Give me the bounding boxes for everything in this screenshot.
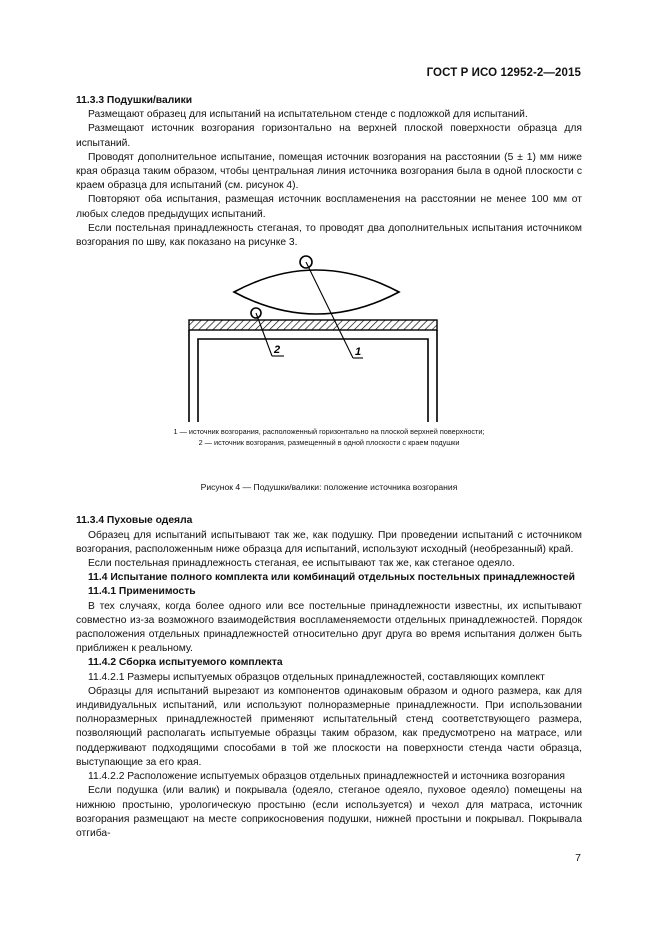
- paragraph: Размещают образец для испытаний на испытательном стенде с подложкой для испытаний.: [88, 109, 528, 121]
- figure-4: [76, 254, 582, 464]
- paragraph: Повторяют оба испытания, размещая источник воспламенения на расстоянии не менее 100 мм от любых следов предыдущих испытаний.: [76, 194, 582, 220]
- subsection-title-11-4-2-1: 11.4.2.1 Размеры испытуемых образцов отдельных принадлежностей, составляющих комплект: [88, 671, 545, 683]
- paragraph: Образец для испытаний испытывают так же, как подушку. При проведении испытаний с источником возгорания, расположенным ниже образца для испытаний, используют исходный (необрезанный) край.: [76, 529, 582, 555]
- legend-item-2: 2 — источник возгорания, размещенный в одной плоскости с краем подушки: [198, 438, 460, 448]
- legend-item-1: 1 — источник возгорания, расположенный горизонтально на плоской верхней поверхности;: [173, 427, 485, 437]
- test-rig-frame-inner: [198, 339, 428, 422]
- paragraph: Если постельная принадлежность стеганая, то проводят два дополнительных испытания источником возгорания по шву, как показано на рисунке 3.: [76, 222, 582, 249]
- figure-caption: Рисунок 4 — Подушки/валики: положение источника возгорания: [200, 482, 458, 493]
- test-rig-plate: [189, 320, 437, 330]
- page-number: 7: [575, 852, 581, 864]
- figure-legend: [76, 426, 582, 448]
- subsection-title-11-4-2-2: 11.4.2.2 Расположение испытуемых образцов отдельных принадлежностей и источника возгорания: [88, 771, 566, 783]
- paragraph: Если подушка (или валик) и покрывала (одеяло, стеганое одеяло, пуховое одеяло) помещены на нижнюю простыню, урологическую простыню (если используется) и чехол для матраса, источник возгорания размещают на месте соприкосновения подушки, нижней простыни и покрывал. Покрывала отгиба-: [76, 785, 582, 839]
- section-heading-11-4: 11.4 Испытание полного комплекта или комбинаций отдельных постельных принадлежностей: [88, 572, 575, 584]
- section-heading-11-4-1: 11.4.1 Применимость: [88, 586, 196, 598]
- test-rig-frame-outer: [189, 330, 437, 422]
- paragraph: Если постельная принадлежность стеганая, ее испытывают так же, как стеганое одеяло.: [88, 558, 515, 570]
- section-heading-11-3-4: 11.3.4 Пуховые одеяла: [76, 515, 193, 527]
- paragraph: Образцы для испытаний вырезают из компонентов одинаковым образом и одного размера, как для индивидуальных испытаний, или используют полноразмерные принадлежности. При использовании полноразмерных принадлежностей применяют испытательный стенд соответствующего размера, позволяющий располагать испытуемые образцы таким образом, как предусмотрено на матрасе, или поддерживают подходящими способами в той же плоскости на поверхности стенда части образца, выступающие за его края.: [76, 685, 582, 768]
- section-heading-11-4-2: 11.4.2 Сборка испытуемого комплекта: [88, 657, 283, 669]
- label-2: 2: [274, 344, 281, 357]
- document-code: ГОСТ Р ИСО 12952-2—2015: [426, 67, 581, 79]
- pillow-shape: [234, 270, 399, 314]
- pillow-diagram: [76, 254, 582, 422]
- paragraph: Проводят дополнительное испытание, помещая источник возгорания на расстоянии (5 ± 1) мм ниже края образца таким образом, чтобы центральная линия источника возгорания была в одной плоскости с краем образца для испытаний (см. рисунок 4).: [76, 151, 582, 192]
- section-heading-11-3-3: 11.3.3 Подушки/валики: [76, 95, 193, 106]
- page-content: [76, 94, 582, 841]
- paragraph: Размещают источник возгорания горизонтально на верхней плоской поверхности образца для испытаний.: [76, 123, 582, 149]
- paragraph: В тех случаях, когда более одного или все постельные принадлежности известны, их испытывают совместно из-за возможного взаимодействия воспламеняемости отдельных принадлежностей. Порядок расположения отдельных принадлежностей относительно друг друга во время испытания должен быть приближен к реальному.: [76, 600, 582, 655]
- label-1: 1: [355, 346, 362, 359]
